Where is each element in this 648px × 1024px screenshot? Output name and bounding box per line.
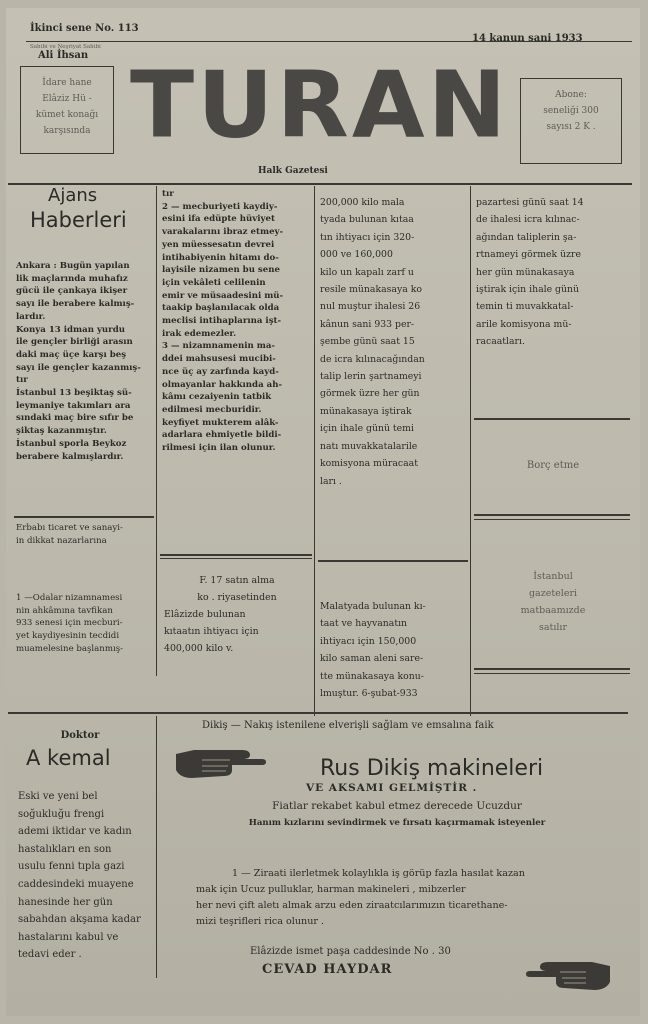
notice-line: münakasaya iştirak: [320, 405, 412, 417]
newspaper-page: [6, 8, 640, 1016]
column-rule: [156, 186, 157, 676]
admin-line: İdare hane: [42, 78, 92, 88]
issue-number: İkinci sene No. 113: [30, 23, 139, 34]
col2-divider: [160, 554, 312, 556]
bottom-divider: [8, 712, 628, 714]
notice-line: nin ahkâmına tavfikan: [16, 605, 113, 616]
ad-line: ademi iktidar ve kadın: [18, 826, 132, 838]
notice-line: ihtiyacı için 150,000: [320, 635, 417, 647]
notice-line: kilo saman aleni sare-: [320, 653, 424, 665]
ad-column-rule: [156, 716, 157, 978]
admin-box-lines: [21, 67, 113, 139]
notice-line: emir ve müsaadesini mü-: [162, 290, 284, 301]
notice-line: ağından taliplerin şa-: [476, 231, 577, 243]
notice-line: için ihale günü temi: [320, 423, 414, 435]
subscription-line: seneliği 300: [543, 106, 599, 116]
subscription-box: [520, 78, 622, 164]
issue-date: 14 kanun sani 1933: [472, 33, 583, 44]
ajans-heading-line1: Ajans: [48, 185, 98, 206]
procurement-notice-2-continued: [476, 194, 630, 351]
news-line: gücü ile çankaya ikişer: [16, 286, 128, 297]
ad-line: sabahdan akşama kadar: [18, 914, 141, 926]
notice-line: kıtaatın ihtiyacı için: [164, 626, 259, 637]
notice-line: Erbabı ticaret ve sanayi-: [16, 523, 123, 533]
news-line: sayı ile berabere kalmış-: [16, 299, 135, 310]
ad-line: her nevi çift aletı almak arzu eden ziraatcılarımızın ticarethane-: [196, 900, 508, 911]
notice-line: nce üç ay zarfında kayd-: [162, 366, 279, 377]
news-line: berabere kalmışlardır.: [16, 451, 124, 462]
notice-line: racaatları.: [476, 336, 525, 348]
notice-line: rtnameyi görmek üzre: [476, 249, 581, 261]
notice-line: esini ifa edüpte hüviyet: [162, 214, 275, 225]
pointing-hand-icon: [172, 740, 268, 782]
notice-line: iştirak için ihale günü: [476, 284, 579, 296]
doctor-label: Doktor: [60, 730, 100, 741]
sewing-subhead: VE AKSAMI GELMİŞTİR .: [306, 782, 478, 794]
admin-line: karşısında: [43, 126, 91, 136]
col4-divider: [474, 519, 630, 520]
sewing-price-line: Fiatlar rekabet kabul etmez derecede Ucuzdur: [272, 800, 522, 812]
chamber-notice-continued: [162, 188, 310, 455]
notice-line: şembe günü saat 15: [320, 336, 415, 348]
news-line: leymaniye takımları ara: [16, 400, 131, 411]
ad-line: tedavi eder .: [18, 949, 82, 961]
ad-line: hastalarını kabul ve: [18, 931, 119, 943]
ad-line: hastalıkları en son: [18, 843, 112, 855]
notice-line: için vekâleti celilenin: [162, 277, 266, 288]
news-line: daki maç üçe karşı beş: [16, 349, 127, 360]
notice-line: resile münakasaya ko: [320, 284, 422, 296]
merchant-address: Elâzizde ismet paşa caddesinde No . 30: [250, 946, 451, 957]
notice-line: in dikkat nazarlarına: [16, 535, 107, 546]
notice-line: keyfiyet mukterem alâk-: [162, 417, 279, 428]
owner-name: Ali İhsan: [38, 50, 89, 61]
notice-line: arile komisyona mü-: [476, 318, 572, 330]
notice-line: kânun sani 933 per-: [320, 318, 415, 330]
masthead-rule: [26, 41, 632, 42]
news-line: sındaki maç bire sıfır be: [16, 413, 134, 424]
notice-line: irak edemezler.: [162, 328, 237, 339]
notice-line: 3 — nizamnamenin ma-: [162, 341, 275, 352]
notice-line: yen müessesatın devrei: [162, 239, 275, 250]
owner-caption: Sahibi ve Neşriyat Sahibi: [30, 44, 101, 50]
admin-box: [20, 66, 114, 154]
notice-line: edilmesi mecburidir.: [162, 404, 262, 415]
procurement-notice-1-continued: [320, 194, 468, 490]
notice-line: taat ve hayvanatın: [320, 618, 408, 630]
admin-line: Elâziz Hü -: [42, 94, 92, 104]
news-line: ile gençler birliği arasın: [16, 337, 133, 348]
subscription-line: Abone:: [555, 90, 587, 100]
notice-line: 2 — mecburiyeti kaydiy-: [162, 201, 278, 212]
news-line: şiktaş kazanmıştır.: [16, 426, 107, 437]
news-line: Konya 13 idman yurdu: [16, 324, 125, 335]
news-line: İstanbul sporla Beykoz: [16, 438, 127, 449]
notice-line: talip lerin şartnameyi: [320, 371, 422, 383]
notice-line: natı muvakkatalarile: [320, 440, 418, 452]
istanbul-newspapers-ad: [476, 568, 630, 636]
trade-notice-heading: [16, 522, 154, 547]
col3-divider: [318, 560, 468, 562]
notice-line: 1 —Odalar nizamnamesi: [16, 593, 123, 603]
news-line: Ankara : Bugün yapılan: [16, 261, 130, 271]
sewing-top-line: Dikiş — Nakış istenilene elverişli sağlam ve emsalına faik: [202, 720, 494, 731]
col4-divider: [474, 418, 630, 420]
ad-line: soğukluğu frengi: [18, 808, 105, 820]
notice-line: 000 ve 160,000: [320, 249, 393, 261]
merchant-name: CEVAD HAYDAR: [262, 962, 393, 977]
news-line: sayı ile gençler kazanmış-: [16, 362, 141, 373]
ad-line: hanesinde her gün: [18, 896, 113, 908]
ad-line: matbaamızde: [520, 605, 586, 616]
ad-line: mak için Ucuz pulluklar, harman makineleri , mibzerler: [196, 884, 466, 895]
ad-line: İstanbul: [533, 571, 573, 582]
ad-line: caddesindeki muayene: [18, 878, 134, 890]
ajans-heading-line2: Haberleri: [30, 208, 127, 232]
notice-line: meclisi intihaplarına işt-: [162, 316, 282, 327]
notice-line: komisyona müracaat: [320, 458, 418, 470]
col4-divider: [474, 668, 630, 670]
pointing-hand-icon: [524, 952, 614, 994]
notice-line: tır: [162, 189, 174, 199]
notice-line: görmek üzre her gün: [320, 388, 420, 400]
notice-line: adarlara ehmiyetle bildi-: [162, 430, 282, 441]
notice-line: yet kaydiyesinin tecdidi: [16, 631, 120, 642]
notice-line: nul muştur ihalesi 26: [320, 301, 421, 313]
notice-line: Malatyada bulunan kı-: [320, 601, 426, 612]
notice-line: tın ihtiyacı için 320-: [320, 231, 415, 243]
notice-line: de ihalesi icra kılınac-: [476, 214, 580, 226]
column-rule: [314, 186, 315, 716]
ad-line: 1 — Ziraati ilerletmek kolaylıkla iş görüp fazla hasılat kazan: [232, 868, 525, 879]
notice-line: kilo un kapalı zarf u: [320, 266, 414, 278]
doctor-name: A kemal: [26, 746, 111, 770]
notice-line: intihabiyenin hitamı do-: [162, 252, 279, 263]
notice-line: ddei mahsusesi mucibi-: [162, 354, 276, 365]
col2-divider: [160, 558, 312, 559]
notice-line: ları .: [320, 475, 342, 487]
col4-divider: [474, 514, 630, 516]
ad-line: satılır: [538, 622, 567, 633]
notice-line: F. 17 satın alma: [199, 575, 275, 586]
notice-line: olmayanlar hakkında ah-: [162, 379, 283, 390]
notice-line: 200,000 kilo mala: [320, 197, 405, 208]
chamber-notice: [16, 592, 154, 656]
notice-line: muamelesine başlanmış-: [16, 643, 124, 654]
borc-etme-ad: Borç etme: [526, 460, 580, 471]
ajans-news: [16, 260, 154, 463]
sewing-headline: Rus Dikiş makineleri: [320, 756, 544, 781]
news-line: lardır.: [16, 311, 46, 322]
news-line: lik maçlarında muhafız: [16, 273, 128, 284]
news-line: tır: [16, 375, 28, 386]
ad-line: gazeteleri: [528, 588, 578, 599]
col1-divider: [14, 516, 154, 518]
admin-line: kümet konağı: [35, 110, 99, 120]
column-rule: [470, 186, 471, 716]
ad-line: mizi teşrifleri rica olunur .: [196, 916, 325, 927]
procurement-notice-2: [320, 598, 468, 702]
newspaper-title: TURAN: [130, 52, 510, 159]
notice-line: tte münakasaya konu-: [320, 670, 424, 682]
doctor-ad-body: [18, 788, 150, 964]
sewing-ladies-line: Hanım kızlarını sevindirmek ve fırsatı kaçırmamak isteyenler: [248, 818, 546, 828]
ad-line: usulu fenni tıpla gazi: [18, 861, 125, 873]
notice-line: de icra kılınacağından: [320, 353, 425, 365]
notice-line: lmuştur. 6-şubat-933: [320, 688, 418, 700]
col4-divider: [474, 673, 630, 674]
notice-line: temin ti muvakkatal-: [476, 301, 574, 313]
notice-line: kâmı cezaiyenin tatbik: [162, 392, 272, 403]
notice-line: 400,000 kilo v.: [164, 643, 234, 654]
notice-line: tyada bulunan kıtaa: [320, 214, 414, 226]
newspaper-subtitle: Halk Gazetesi: [258, 166, 328, 176]
procurement-notice-1: [164, 572, 310, 657]
subscription-line: sayısı 2 K .: [546, 122, 596, 132]
news-line: İstanbul 13 beşiktaş sü-: [16, 388, 132, 399]
notice-line: Elâzizde bulunan: [164, 609, 246, 620]
notice-line: ko . riyasetinden: [197, 592, 277, 603]
ad-line: Eski ve yeni bel: [18, 791, 98, 802]
notice-line: rilmesi için ilan olunur.: [162, 443, 276, 454]
header-divider: [8, 183, 632, 185]
notice-line: her gün münakasaya: [476, 266, 575, 278]
agriculture-ad-body: [196, 866, 628, 930]
notice-line: taakip başlanılacak olda: [162, 303, 280, 314]
notice-line: 933 senesi için mecburi-: [16, 618, 123, 629]
notice-line: layisile nizamen bu sene: [162, 265, 280, 276]
notice-line: varakalarını ibraz etmey-: [162, 227, 284, 238]
notice-line: pazartesi günü saat 14: [476, 197, 584, 208]
